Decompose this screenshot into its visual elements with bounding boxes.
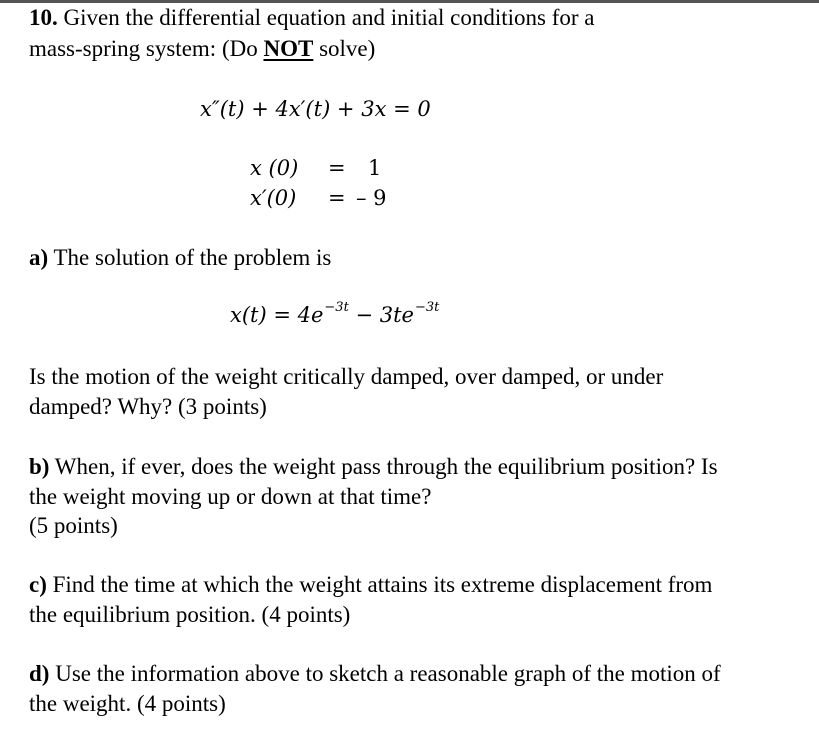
- part-d-line1: [29, 659, 721, 688]
- ode-expression: x″(t) + 4x′(t) + 3x = 0: [200, 97, 431, 121]
- ic1-lhs: x (0): [250, 156, 299, 180]
- initial-condition-1: [250, 155, 450, 181]
- part-c-label: c): [29, 572, 47, 597]
- part-c-line2: the equilibrium position. (4 points): [29, 602, 351, 627]
- problem-intro-text: Given the differential equation and initial conditions for a: [63, 5, 595, 30]
- solution-exponent-1: −3t: [324, 300, 349, 315]
- part-c-text: Find the time at which the weight attains its extreme displacement from: [46, 572, 713, 597]
- part-b-line2: the weight moving up or down at that time?: [29, 484, 432, 509]
- part-d-text: Use the information above to sketch a reasonable graph of the motion of: [49, 661, 721, 686]
- solution-equation: [230, 302, 439, 332]
- problem-intro-pre: mass-spring system: (Do: [29, 36, 264, 61]
- part-a-label: a): [29, 245, 49, 270]
- differential-equation: [200, 96, 431, 122]
- ic1-rhs: 1: [368, 156, 382, 180]
- part-b-line1: [29, 452, 718, 481]
- solution-middle: − 3te: [348, 303, 414, 327]
- part-a-question-line1: Is the motion of the weight critically damped, over damped, or under: [29, 364, 664, 389]
- ic2-lhs: x′(0): [250, 186, 297, 210]
- ic1-equals: =: [328, 156, 346, 180]
- part-a-heading: [29, 243, 331, 272]
- part-d-label: d): [29, 661, 50, 686]
- part-d-line2: the weight. (4 points): [29, 691, 226, 716]
- part-b-label: b): [29, 454, 50, 479]
- part-c-line1: [29, 570, 712, 599]
- part-a-text: The solution of the problem is: [48, 245, 332, 270]
- solution-exponent-2: −3t: [414, 300, 440, 315]
- problem-intro-post: solve): [313, 36, 376, 61]
- part-a-question-line2: damped? Why? (3 points): [29, 394, 267, 419]
- not-emphasis: NOT: [263, 36, 314, 61]
- part-b-text: When, if ever, does the weight pass through the equilibrium position? Is: [49, 454, 718, 479]
- problem-intro-line1: [29, 3, 594, 32]
- problem-number: 10.: [29, 5, 58, 30]
- ic2-rhs: – 9: [356, 186, 387, 210]
- part-b-points: (5 points): [29, 513, 118, 538]
- initial-condition-2: [250, 185, 450, 211]
- solution-lhs: x(t) = 4e: [230, 303, 324, 327]
- ic2-equals: =: [328, 186, 346, 210]
- problem-intro-line2: [29, 34, 375, 63]
